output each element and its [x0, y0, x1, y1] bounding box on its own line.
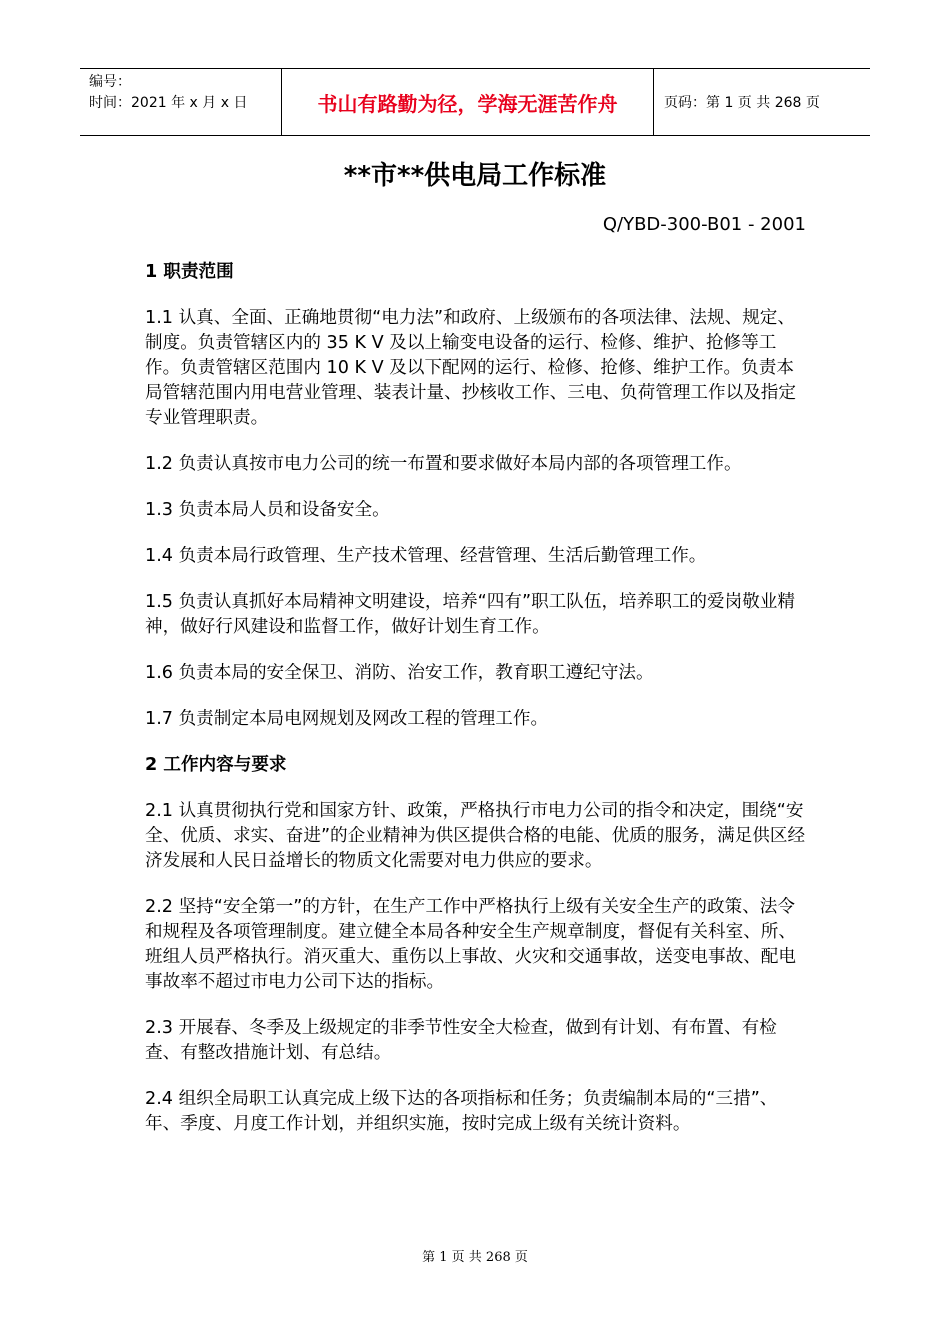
header-page-info: 页码：第 1 页 共 268 页	[664, 95, 820, 111]
paragraph: 2.3 开展春、冬季及上级规定的非季节性安全大检查，做到有计划、有布置、有检查、有整改措施计划、有总结。	[145, 1018, 777, 1063]
paragraph: 2.4 组织全局职工认真完成上级下达的各项指标和任务；负责编制本局的“三措”、年、季度、月度工作计划，并组织实施，按时完成上级有关统计资料。	[145, 1089, 778, 1134]
paragraph: 1.5 负责认真抓好本局精神文明建设，培养“四有”职工队伍，培养职工的爱岗敬业精神，做好行风建设和监督工作，做好计划生育工作。	[145, 592, 795, 637]
paragraph: 1.6 负责本局的安全保卫、消防、治安工作，教育职工遵纪守法。	[145, 663, 654, 683]
document-body	[145, 260, 807, 1158]
paragraph: 1.4 负责本局行政管理、生产技术管理、经营管理、生活后勤管理工作。	[145, 546, 707, 566]
header-table	[80, 68, 870, 136]
paragraph: 2.2 坚持“安全第一”的方针，在生产工作中严格执行上级有关安全生产的政策、法令和规程及各项管理制度。建立健全本局各种安全生产规章制度，督促有关科室、所、班组人员严格执行。消灭重大、重伤以上事故、火灾和交通事故，送变电事故、配电事故率不超过市电力公司下达的指标。	[145, 897, 796, 992]
paragraph: 1.2 负责认真按市电力公司的统一布置和要求做好本局内部的各项管理工作。	[145, 454, 742, 474]
paragraph: 2.1 认真贯彻执行党和国家方针、政策，严格执行市电力公司的指令和决定，围绕“安全、优质、求实、奋进”的企业精神为供区提供合格的电能、优质的服务，满足供区经济发展和人民日益增长的物质文化需要对电力供应的要求。	[145, 801, 806, 871]
paragraph: 1.3 负责本局人员和设备安全。	[145, 500, 390, 520]
header-motto: 书山有路勤为径，学海无涯苦作舟	[282, 69, 654, 135]
document-number-label: 编号：	[89, 74, 131, 90]
header-meta	[80, 69, 282, 135]
document-code: Q/YBD-300-B01 - 2001	[602, 214, 806, 235]
paragraph: 1.1 认真、全面、正确地贯彻“电力法”和政府、上级颁布的各项法律、法规、规定、制度。负责管辖区内的 35 K V 及以上输变电设备的运行、检修、维护、抢修等工作。负责管辖区范围内 10 K V 及以下配网的运行、检修、抢修、维护工作。负责本局管辖范围内用电营业管理、装表计量、抄核收工作、三电、负荷管理工作以及指定专业管理职责。	[145, 308, 796, 428]
document-date: 时间：2021 年 x 月 x 日	[89, 95, 248, 111]
paragraph: 1.7 负责制定本局电网规划及网改工程的管理工作。	[145, 709, 549, 729]
document-title: **市**供电局工作标准	[343, 161, 607, 191]
section-heading: 1 职责范围	[145, 262, 234, 282]
section-heading: 2 工作内容与要求	[145, 755, 287, 775]
page-footer: 第 1 页 共 268 页	[422, 1250, 528, 1265]
